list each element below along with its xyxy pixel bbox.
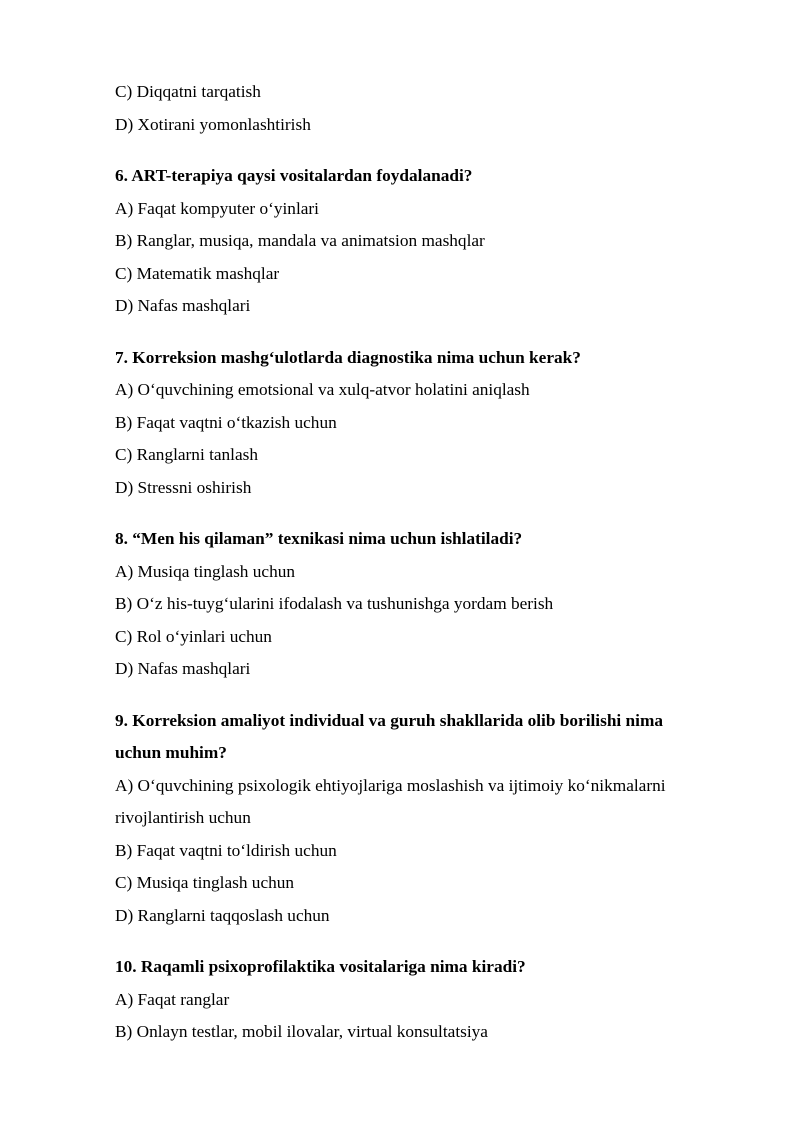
question-6-option-c: C) Matematik mashqlar [115,263,280,283]
question-9-option-d: D) Ranglarni taqqoslash uchun [115,905,330,925]
question-9-option-c: C) Musiqa tinglash uchun [115,873,295,892]
question-9-option-a-line-1: A) O‘quvchining psixologik ehtiyojlariga moslashish va ijtimoiy ko‘nikmalarni [115,775,666,795]
question-9-option-b: B) Faqat vaqtni to‘ldirish uchun [115,840,337,860]
question-7-option-b: B) Faqat vaqtni o‘tkazish uchun [115,412,337,432]
question-8-title: 8. “Men his qilaman” texnikasi nima uchun ishlatiladi? [115,529,523,548]
question-9-title-line-2: uchun muhim? [115,743,227,762]
question-10-title: 10. Raqamli psixoprofilaktika vositalariga nima kiradi? [115,957,526,976]
document-page [115,76,715,1049]
question-7-option-d: D) Stressni oshirish [115,477,252,497]
question-7-option-c: C) Ranglarni tanlash [115,445,259,464]
question-10-option-b: B) Onlayn testlar, mobil ilovalar, virtual konsultatsiya [115,1022,488,1041]
question-9-option-a-line-2: rivojlantirish uchun [115,808,251,827]
question-6-option-a: A) Faqat kompyuter o‘yinlari [115,198,319,218]
question-8-option-d: D) Nafas mashqlari [115,659,251,678]
option-c-q5: C) Diqqatni tarqatish [115,82,261,101]
question-8-option-c: C) Rol o‘yinlari uchun [115,626,272,646]
question-6-option-b: B) Ranglar, musiqa, mandala va animatsion mashqlar [115,231,485,250]
question-8-option-a: A) Musiqa tinglash uchun [115,561,295,581]
question-6-option-d: D) Nafas mashqlari [115,296,251,315]
question-7-title: 7. Korreksion mashg‘ulotlarda diagnostika nima uchun kerak? [115,347,581,367]
question-7-option-a: A) O‘quvchining emotsional va xulq-atvor holatini aniqlash [115,380,530,399]
question-10-option-a: A) Faqat ranglar [115,989,230,1009]
question-6-title: 6. ART-terapiya qaysi vositalardan foydalanadi? [115,166,473,185]
question-8-option-b: B) O‘z his-tuyg‘ularini ifodalash va tushunishga yordam berish [115,594,554,613]
option-d-q5: D) Xotirani yomonlashtirish [115,114,311,134]
question-9-title-line-1: 9. Korreksion amaliyot individual va guruh shakllarida olib borilishi nima [115,710,664,730]
